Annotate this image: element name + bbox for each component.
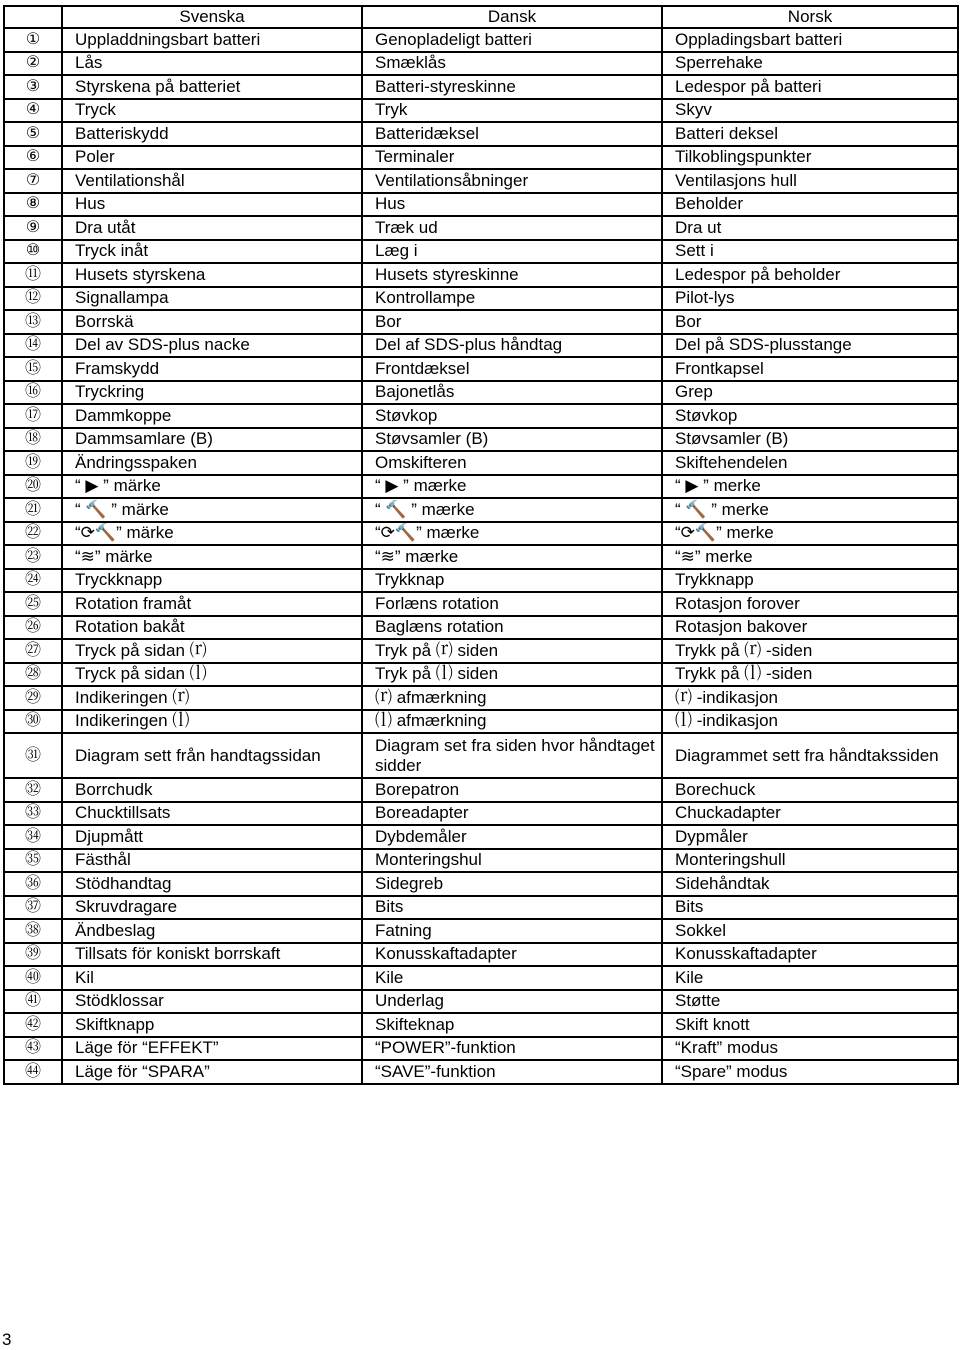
cell-dansk: “≋” mærke [362, 545, 662, 569]
cell-dansk: Sidegreb [362, 872, 662, 896]
cell-svenska: Tillsats för koniskt borrskaft [62, 943, 362, 967]
cell-dansk: Forlæns rotation [362, 592, 662, 616]
cell-norsk: Støtte [662, 990, 958, 1014]
cell-svenska: Tryckknapp [62, 569, 362, 593]
table-row [4, 193, 958, 217]
row-number: ⑳ [4, 475, 62, 499]
cell-dansk: ⒧ afmærkning [362, 710, 662, 734]
cell-svenska: Rotation framåt [62, 592, 362, 616]
table-row [4, 943, 958, 967]
table-row [4, 28, 958, 52]
cell-norsk: Frontkapsel [662, 357, 958, 381]
row-number: ④ [4, 99, 62, 123]
cell-svenska: Stödhandtag [62, 872, 362, 896]
cell-dansk: Hus [362, 193, 662, 217]
table-row [4, 710, 958, 734]
cell-dansk: “ ▶ ” mærke [362, 475, 662, 499]
cell-svenska: Kil [62, 966, 362, 990]
cell-dansk: Boreadapter [362, 802, 662, 826]
cell-norsk: Støvsamler (B) [662, 428, 958, 452]
page-number: 3 [2, 1330, 12, 1349]
table-row [4, 733, 958, 778]
table-row [4, 569, 958, 593]
table-row [4, 75, 958, 99]
table-row [4, 146, 958, 170]
header-number [4, 6, 62, 28]
cell-dansk: Skifteknap [362, 1013, 662, 1037]
cell-dansk: Husets styreskinne [362, 263, 662, 287]
cell-svenska: Chucktillsats [62, 802, 362, 826]
cell-dansk: Kile [362, 966, 662, 990]
cell-dansk: Baglæns rotation [362, 616, 662, 640]
cell-norsk: Batteri deksel [662, 122, 958, 146]
cell-dansk: Underlag [362, 990, 662, 1014]
table-row [4, 990, 958, 1014]
table-row [4, 475, 958, 499]
table-row [4, 616, 958, 640]
cell-svenska: Lås [62, 52, 362, 76]
row-number: ③ [4, 75, 62, 99]
cell-dansk: Borepatron [362, 778, 662, 802]
table-row [4, 849, 958, 873]
cell-svenska: Tryck på sidan ⒭ [62, 639, 362, 663]
cell-norsk: Beholder [662, 193, 958, 217]
cell-norsk: Ventilasjons hull [662, 169, 958, 193]
cell-dansk: Genopladeligt batteri [362, 28, 662, 52]
cell-norsk: Monteringshull [662, 849, 958, 873]
cell-svenska: Signallampa [62, 287, 362, 311]
glossary-table [3, 5, 959, 1085]
row-number: ㊷ [4, 1013, 62, 1037]
cell-svenska: Skruvdragare [62, 896, 362, 920]
cell-dansk: “⟳🔨” mærke [362, 522, 662, 546]
table-row [4, 919, 958, 943]
cell-svenska: Rotation bakåt [62, 616, 362, 640]
row-number: ㉛ [4, 733, 62, 778]
row-number: ① [4, 28, 62, 52]
cell-svenska: “ 🔨 ” märke [62, 498, 362, 522]
row-number: ㉘ [4, 663, 62, 687]
table-row [4, 357, 958, 381]
cell-norsk: Borechuck [662, 778, 958, 802]
cell-norsk: Sett i [662, 240, 958, 264]
cell-dansk: Batteridæksel [362, 122, 662, 146]
row-number: ⑪ [4, 263, 62, 287]
cell-svenska: Borrskä [62, 310, 362, 334]
row-number: ㉔ [4, 569, 62, 593]
cell-norsk: Rotasjon forover [662, 592, 958, 616]
cell-dansk: Bits [362, 896, 662, 920]
cell-svenska: Stödklossar [62, 990, 362, 1014]
cell-svenska: “ ▶ ” märke [62, 475, 362, 499]
cell-svenska: Hus [62, 193, 362, 217]
table-row [4, 404, 958, 428]
glossary-body [4, 28, 958, 1084]
cell-svenska: “≋” märke [62, 545, 362, 569]
cell-norsk: Skiftehendelen [662, 451, 958, 475]
cell-svenska: Djupmått [62, 825, 362, 849]
row-number: ⑮ [4, 357, 62, 381]
table-row [4, 240, 958, 264]
header-dansk: Dansk [362, 6, 662, 28]
cell-dansk: Monteringshul [362, 849, 662, 873]
row-number: ㉒ [4, 522, 62, 546]
table-row [4, 99, 958, 123]
cell-svenska: Indikeringen ⒧ [62, 710, 362, 734]
table-row [4, 686, 958, 710]
cell-dansk: Kontrollampe [362, 287, 662, 311]
cell-dansk: Bor [362, 310, 662, 334]
row-number: ⑭ [4, 334, 62, 358]
table-row [4, 896, 958, 920]
table-row [4, 216, 958, 240]
row-number: ㊴ [4, 943, 62, 967]
cell-svenska: Dammsamlare (B) [62, 428, 362, 452]
row-number: ㉟ [4, 849, 62, 873]
cell-norsk: Bits [662, 896, 958, 920]
cell-norsk: Diagrammet sett fra håndtakssiden [662, 733, 958, 778]
table-row [4, 522, 958, 546]
row-number: ㉙ [4, 686, 62, 710]
cell-svenska: Styrskena på batteriet [62, 75, 362, 99]
cell-norsk: “⟳🔨” merke [662, 522, 958, 546]
header-norsk: Norsk [662, 6, 958, 28]
cell-dansk: Bajonetlås [362, 381, 662, 405]
cell-norsk: ⒭ -indikasjon [662, 686, 958, 710]
cell-norsk: Oppladingsbart batteri [662, 28, 958, 52]
cell-svenska: Dammkoppe [62, 404, 362, 428]
cell-norsk: Konusskaftadapter [662, 943, 958, 967]
row-number: ⑤ [4, 122, 62, 146]
cell-svenska: Tryck på sidan ⒧ [62, 663, 362, 687]
table-row [4, 381, 958, 405]
cell-norsk: “ 🔨 ” merke [662, 498, 958, 522]
cell-svenska: Ändbeslag [62, 919, 362, 943]
cell-norsk: Sokkel [662, 919, 958, 943]
row-number: ㉚ [4, 710, 62, 734]
table-row [4, 428, 958, 452]
cell-norsk: Sperrehake [662, 52, 958, 76]
cell-svenska: Borrchudk [62, 778, 362, 802]
cell-svenska: Indikeringen ⒭ [62, 686, 362, 710]
row-number: ⑬ [4, 310, 62, 334]
row-number: ㉗ [4, 639, 62, 663]
cell-norsk: “Spare” modus [662, 1060, 958, 1084]
row-number: ㊳ [4, 919, 62, 943]
table-row [4, 169, 958, 193]
cell-svenska: Batteriskydd [62, 122, 362, 146]
row-number: ⑨ [4, 216, 62, 240]
cell-norsk: Grep [662, 381, 958, 405]
table-row [4, 498, 958, 522]
cell-dansk: Fatning [362, 919, 662, 943]
cell-svenska: Framskydd [62, 357, 362, 381]
cell-svenska: Skiftknapp [62, 1013, 362, 1037]
cell-norsk: Sidehåndtak [662, 872, 958, 896]
cell-dansk: Frontdæksel [362, 357, 662, 381]
table-row [4, 545, 958, 569]
table-row [4, 451, 958, 475]
cell-norsk: Støvkop [662, 404, 958, 428]
table-row [4, 778, 958, 802]
row-number: ⑥ [4, 146, 62, 170]
row-number: ㉝ [4, 802, 62, 826]
cell-dansk: Ventilationsåbninger [362, 169, 662, 193]
row-number: ⑱ [4, 428, 62, 452]
cell-dansk: Støvkop [362, 404, 662, 428]
cell-dansk: Støvsamler (B) [362, 428, 662, 452]
cell-dansk: Tryk på ⒧ siden [362, 663, 662, 687]
cell-norsk: Trykk på ⒧ -siden [662, 663, 958, 687]
table-row [4, 592, 958, 616]
cell-svenska: Tryck inåt [62, 240, 362, 264]
row-number: ㉜ [4, 778, 62, 802]
table-row [4, 263, 958, 287]
cell-norsk: Tilkoblingspunkter [662, 146, 958, 170]
cell-svenska: Fästhål [62, 849, 362, 873]
cell-svenska: Tryck [62, 99, 362, 123]
cell-dansk: ⒭ afmærkning [362, 686, 662, 710]
cell-dansk: Omskifteren [362, 451, 662, 475]
cell-dansk: Del af SDS-plus håndtag [362, 334, 662, 358]
cell-dansk: “ 🔨 ” mærke [362, 498, 662, 522]
cell-dansk: Terminaler [362, 146, 662, 170]
table-row [4, 639, 958, 663]
row-number: ㊲ [4, 896, 62, 920]
table-row [4, 334, 958, 358]
row-number: ㊶ [4, 990, 62, 1014]
cell-norsk: Skift knott [662, 1013, 958, 1037]
cell-norsk: Pilot-lys [662, 287, 958, 311]
row-number: ㉖ [4, 616, 62, 640]
cell-dansk: Smæklås [362, 52, 662, 76]
cell-dansk: Konusskaftadapter [362, 943, 662, 967]
cell-norsk: Kile [662, 966, 958, 990]
cell-svenska: Ändringsspaken [62, 451, 362, 475]
row-number: ㉑ [4, 498, 62, 522]
cell-dansk: Diagram set fra siden hvor håndtaget sidder [362, 733, 662, 778]
table-row [4, 966, 958, 990]
table-row [4, 825, 958, 849]
cell-norsk: Trykknapp [662, 569, 958, 593]
row-number: ⑩ [4, 240, 62, 264]
table-row [4, 310, 958, 334]
cell-svenska: Uppladdningsbart batteri [62, 28, 362, 52]
table-row [4, 122, 958, 146]
table-row [4, 52, 958, 76]
header-row [4, 6, 958, 28]
row-number: ⑧ [4, 193, 62, 217]
row-number: ㊵ [4, 966, 62, 990]
cell-norsk: ⒧ -indikasjon [662, 710, 958, 734]
table-row [4, 663, 958, 687]
cell-norsk: Del på SDS-plusstange [662, 334, 958, 358]
cell-svenska: Poler [62, 146, 362, 170]
cell-svenska: Diagram sett från handtagssidan [62, 733, 362, 778]
cell-norsk: Chuckadapter [662, 802, 958, 826]
cell-dansk: Tryk på ⒭ siden [362, 639, 662, 663]
cell-svenska: Tryckring [62, 381, 362, 405]
table-row [4, 1060, 958, 1084]
cell-norsk: “Kraft” modus [662, 1037, 958, 1061]
header-svenska: Svenska [62, 6, 362, 28]
cell-norsk: Trykk på ⒭ -siden [662, 639, 958, 663]
cell-dansk: Tryk [362, 99, 662, 123]
row-number: ㊱ [4, 872, 62, 896]
row-number: ⑦ [4, 169, 62, 193]
cell-svenska: Läge för “SPARA” [62, 1060, 362, 1084]
cell-svenska: Husets styrskena [62, 263, 362, 287]
cell-svenska: Dra utåt [62, 216, 362, 240]
cell-dansk: Trykknap [362, 569, 662, 593]
row-number: ㉕ [4, 592, 62, 616]
table-row [4, 287, 958, 311]
table-row [4, 1013, 958, 1037]
cell-svenska: Läge för “EFFEKT” [62, 1037, 362, 1061]
cell-dansk: “POWER”-funktion [362, 1037, 662, 1061]
row-number: ㉞ [4, 825, 62, 849]
cell-dansk: Træk ud [362, 216, 662, 240]
row-number: ㊸ [4, 1037, 62, 1061]
cell-norsk: Ledespor på batteri [662, 75, 958, 99]
cell-norsk: Skyv [662, 99, 958, 123]
cell-norsk: Bor [662, 310, 958, 334]
table-row [4, 1037, 958, 1061]
table-row [4, 802, 958, 826]
row-number: ⑫ [4, 287, 62, 311]
cell-svenska: Del av SDS-plus nacke [62, 334, 362, 358]
row-number: ㊹ [4, 1060, 62, 1084]
row-number: ㉓ [4, 545, 62, 569]
cell-dansk: “SAVE”-funktion [362, 1060, 662, 1084]
row-number: ⑯ [4, 381, 62, 405]
row-number: ⑲ [4, 451, 62, 475]
cell-dansk: Læg i [362, 240, 662, 264]
cell-norsk: “ ▶ ” merke [662, 475, 958, 499]
cell-dansk: Dybdemåler [362, 825, 662, 849]
row-number: ② [4, 52, 62, 76]
cell-dansk: Batteri-styreskinne [362, 75, 662, 99]
cell-norsk: “≋” merke [662, 545, 958, 569]
cell-norsk: Dypmåler [662, 825, 958, 849]
row-number: ⑰ [4, 404, 62, 428]
table-row [4, 872, 958, 896]
cell-svenska: Ventilationshål [62, 169, 362, 193]
cell-norsk: Rotasjon bakover [662, 616, 958, 640]
cell-norsk: Ledespor på beholder [662, 263, 958, 287]
cell-svenska: “⟳🔨” märke [62, 522, 362, 546]
cell-norsk: Dra ut [662, 216, 958, 240]
